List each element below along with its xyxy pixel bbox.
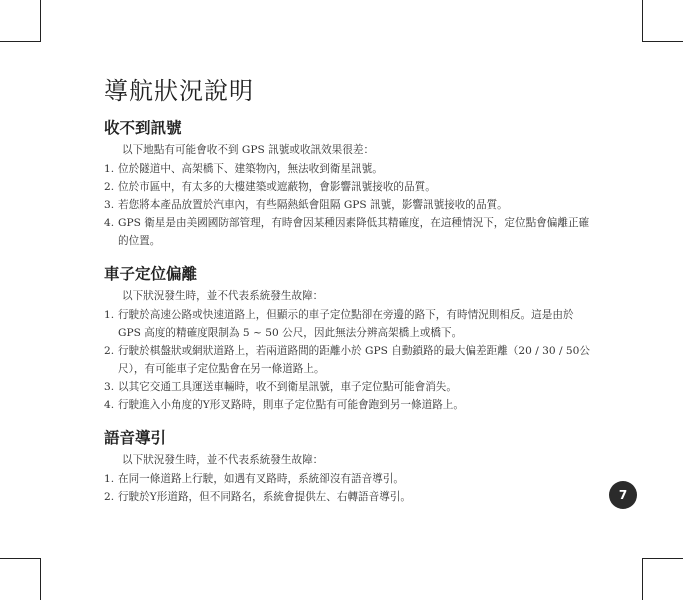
crop-mark: [642, 558, 683, 559]
section-position-deviation: [104, 263, 594, 414]
section-title: 語音導引: [104, 429, 167, 447]
list-item: [104, 306, 594, 342]
item-text: 以其它交通工具運送車輛時，收不到衛星訊號，車子定位點可能會消失。: [118, 381, 457, 393]
list-item: [104, 342, 594, 378]
item-text: 行駛進入小角度的Y形叉路時，則車子定位點有可能會跑到另一條道路上。: [118, 399, 464, 411]
crop-mark: [40, 558, 41, 600]
item-number: 1.: [104, 163, 115, 175]
item-text: 在同一條道路上行駛，如遇有叉路時，系統卻沒有語音導引。: [118, 473, 405, 485]
item-number: 3.: [104, 381, 115, 393]
list-item: [104, 378, 594, 396]
item-number: 2.: [104, 345, 115, 357]
item-text: 若您將本產品放置於汽車內，有些隔熱紙會阻隔 GPS 訊號，影響訊號接收的品質。: [118, 199, 508, 211]
page-content: [104, 72, 594, 506]
item-number: 2.: [104, 181, 115, 193]
list-item: [104, 470, 594, 488]
crop-mark: [642, 558, 643, 600]
crop-mark: [642, 0, 643, 42]
item-number: 1.: [104, 473, 115, 485]
section-no-signal: [104, 117, 594, 250]
crop-mark: [0, 558, 40, 559]
list-item: [104, 396, 594, 414]
list-item: [104, 214, 594, 250]
section-voice-guidance: [104, 427, 594, 506]
item-text: 行駛於高速公路或快速道路上，但顯示的車子定位點卻在旁邊的路下，有時情況則相反。這是由於 GPS 高度的精確度限制為 5 ~ 50 公尺，因此無法分辨高架橋上或橋下。: [118, 309, 574, 339]
item-text: 位於市區中，有太多的大樓建築或遮蔽物，會影響訊號接收的品質。: [118, 181, 436, 193]
section-intro: 以下狀況發生時，並不代表系統發生故障：: [122, 454, 324, 466]
list-item: [104, 488, 594, 506]
item-text: 行駛於Y形道路，但不同路名，系統會提供左、右轉語音導引。: [118, 491, 412, 503]
section-intro: 以下狀況發生時，並不代表系統發生故障：: [122, 290, 324, 302]
item-number: 4.: [104, 217, 115, 229]
item-text: 行駛於棋盤狀或網狀道路上，若兩道路間的距離小於 GPS 自動鎖路的最大偏差距離（20 / 30 / 50公尺），有可能車子定位點會在另一條道路上。: [118, 345, 591, 375]
item-number: 3.: [104, 199, 115, 211]
item-text: 位於隧道中、高架橋下、建築物內，無法收到衛星訊號。: [118, 163, 383, 175]
item-number: 4.: [104, 399, 115, 411]
page-title: 導航狀況說明: [104, 77, 254, 105]
section-title: 收不到訊號: [104, 119, 182, 137]
list-item: [104, 196, 594, 214]
list-item: [104, 160, 594, 178]
crop-mark: [40, 0, 41, 42]
list-item: [104, 178, 594, 196]
crop-mark: [642, 41, 683, 42]
item-text: GPS 衛星是由美國國防部管理，有時會因某種因素降低其精確度，在這種情況下，定位點會偏離正確的位置。: [118, 217, 590, 247]
item-number: 1.: [104, 309, 115, 321]
crop-mark: [0, 41, 40, 42]
page-number-badge: 7: [609, 481, 637, 509]
section-intro: 以下地點有可能會收不到 GPS 訊號或收訊效果很差：: [122, 144, 375, 156]
section-title: 車子定位偏離: [104, 265, 198, 283]
item-number: 2.: [104, 491, 115, 503]
